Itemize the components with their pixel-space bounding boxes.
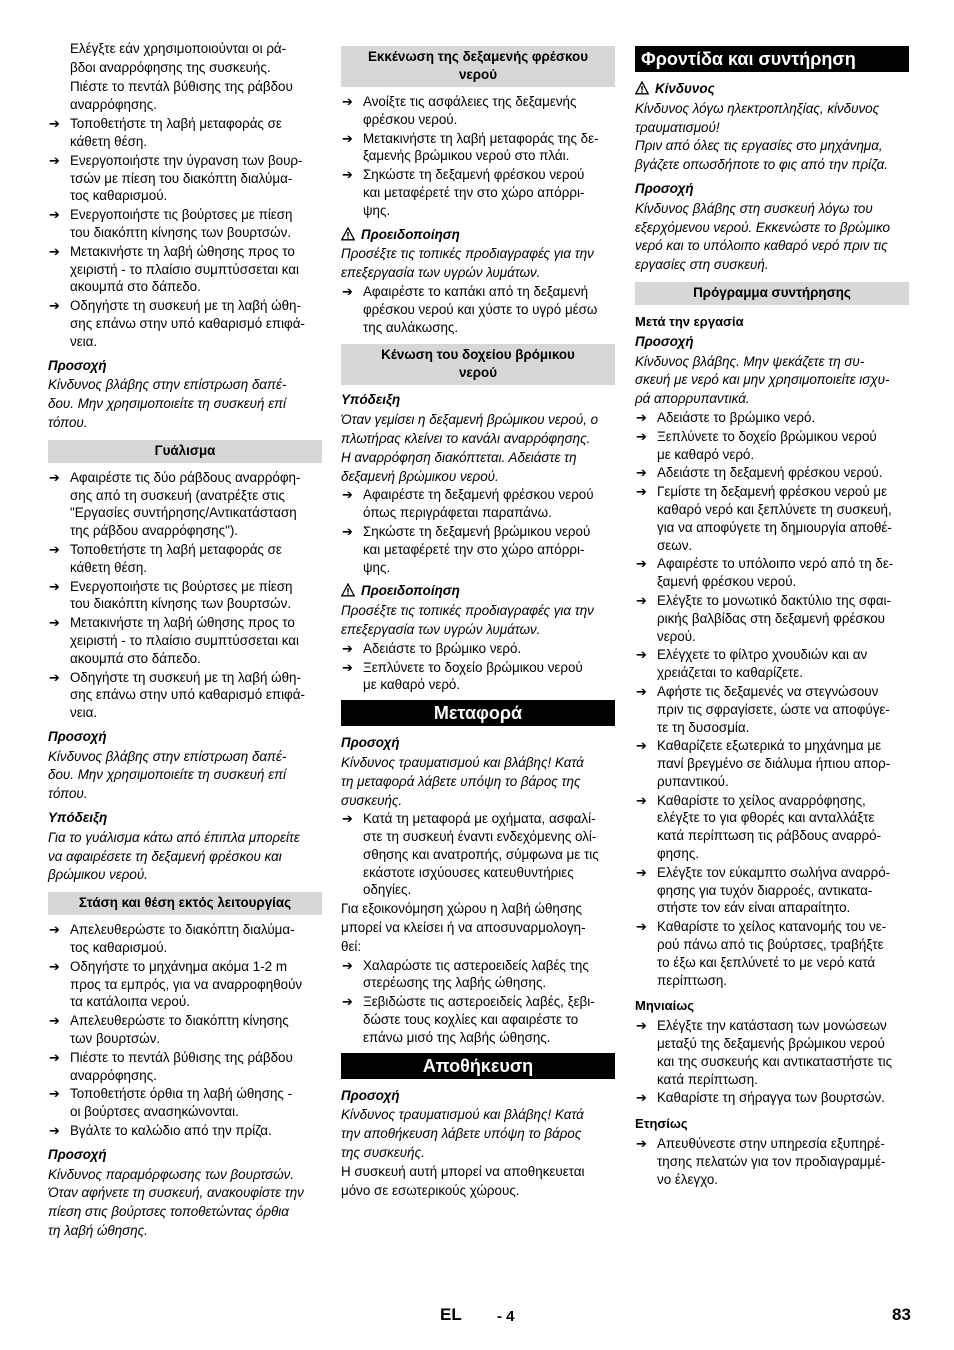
caution-text: [341, 1106, 615, 1161]
arrow-bullet-icon: ➔: [49, 669, 60, 685]
step-text-line: χειριστή - το πλαίσιο συμπτύσσεται και: [70, 261, 300, 277]
text-line: μόνο σε εσωτερικούς χώρους.: [341, 1182, 520, 1198]
step-text-line: κάθετη θέση.: [70, 133, 147, 149]
step-text-line: τος καθαρισμού.: [70, 188, 168, 204]
step-text-line: τσών με πίεση του διακόπτη διαλύμα-: [70, 170, 293, 186]
arrow-bullet-icon: ➔: [342, 994, 353, 1010]
warning-triangle-icon: [341, 227, 355, 241]
step-text-line: Ελέγξτε την κατάσταση των μονώσεων: [657, 1018, 887, 1034]
step-item: [341, 93, 615, 129]
step-text-line: σης επάνω στην υπό καθαρισμό επιφά-: [70, 687, 305, 703]
step-text-line: Καθαρίστε τη σήραγγα των βουρτσών.: [657, 1090, 886, 1106]
warning-text: [341, 602, 615, 639]
text-line: Κίνδυνος βλάβης. Μην ψεκάζετε τη συ-: [635, 353, 865, 369]
caution-text: [341, 754, 615, 809]
step-text-line: όπως περιγράφεται παραπάνω.: [363, 505, 552, 521]
step-item: [635, 428, 909, 464]
subheading-after-work: Μετά την εργασία: [635, 313, 744, 329]
step-item: [635, 464, 909, 482]
step-text-line: χειριστή - το πλαίσιο συμπτύσσεται και: [70, 632, 300, 648]
text-line: Προσέξτε τις τοπικές προδιαγραφές για την: [341, 246, 594, 262]
text-line: Κίνδυνος τραυματισμού και βλάβης! Κατά: [341, 754, 584, 770]
text-line: τη λαβή ώθησης.: [48, 1223, 148, 1239]
text-line: Πριν από όλες τις εργασίες στο μηχάνημα,: [635, 138, 883, 154]
section-heading-polishing: Γυάλισμα: [48, 440, 322, 463]
step-item: [635, 592, 909, 645]
danger-label: Κίνδυνος: [635, 80, 909, 98]
step-item: [48, 921, 322, 957]
step-item: [48, 206, 322, 242]
arrow-bullet-icon: ➔: [49, 207, 60, 223]
step-item: [341, 640, 615, 658]
step-item: [635, 1135, 909, 1188]
warning-label: Προειδοποίηση: [341, 226, 615, 244]
step-text-line: του διακόπτη κίνησης των βουρτσών.: [70, 224, 292, 240]
caution-label: Προσοχή: [48, 728, 107, 744]
danger-text: [635, 100, 909, 174]
arrow-bullet-icon: ➔: [636, 484, 647, 500]
step-item: [48, 297, 322, 350]
step-text-line: ακουμπά στο δάπεδο.: [70, 650, 201, 666]
step-text-line: Ενεργοποιήστε τις βούρτσες με πίεση: [70, 578, 293, 594]
arrow-bullet-icon: ➔: [49, 1086, 60, 1102]
step-item: [341, 523, 615, 576]
arrow-bullet-icon: ➔: [636, 409, 647, 425]
step-item: [48, 1049, 322, 1085]
step-text-line: Καθαρίστε το χείλος αναρρόφησης,: [657, 792, 866, 808]
step-text-line: της αυλάκωσης.: [363, 319, 459, 335]
step-text-line: χρειάζεται το καθαρίζετε.: [657, 665, 803, 681]
arrow-bullet-icon: ➔: [636, 556, 647, 572]
column-3: [635, 40, 909, 1189]
step-text-line: ρυπαντικού.: [657, 773, 729, 789]
step-list: [341, 486, 615, 576]
text-line: δου. Μην χρησιμοποιείτε τη συσκευή επί: [48, 767, 287, 783]
text-line: μπορεί να κλείσει ή να αποσυναρμολογη-: [341, 920, 586, 936]
step-item: [635, 409, 909, 427]
text-line: θεί:: [341, 938, 362, 954]
arrow-bullet-icon: ➔: [49, 116, 60, 132]
step-item: [48, 1085, 322, 1121]
step-text-line: φησης.: [657, 846, 700, 862]
text-line: πλωτήρας κλείνει το κανάλι αναρρόφησης.: [341, 430, 591, 446]
arrow-bullet-icon: ➔: [636, 465, 647, 481]
step-item: [341, 810, 615, 899]
warning-text: [341, 245, 615, 282]
step-text-line: τος καθαρισμού.: [70, 940, 168, 956]
step-list: [341, 93, 615, 220]
text-line: εξερχόμενου νερού. Εκκενώστε το βρώμικο: [635, 219, 890, 235]
section-heading-stop: Στάση και θέση εκτός λειτουργίας: [48, 892, 322, 915]
step-text-line: Αφαιρέστε το υπόλοιπο νερό από τη δε-: [657, 556, 894, 572]
step-text-line: Πιέστε το πεντάλ βύθισης της ράβδου: [70, 1049, 293, 1065]
arrow-bullet-icon: ➔: [49, 958, 60, 974]
column-1: [48, 40, 322, 1241]
step-text-line: κατά περίπτωση τις ράβδους αναρρό-: [657, 828, 882, 844]
step-item: [635, 483, 909, 554]
step-text-line: Σηκώστε τη δεξαμενή φρέσκου νερού: [363, 167, 585, 183]
step-text-line: φρέσκου νερού και χύστε το υγρό μέσω: [363, 301, 598, 317]
step-text-line: Ελέγχετε το φίλτρο χνουδιών και αν: [657, 647, 868, 663]
caution-label: Προσοχή: [341, 735, 400, 751]
step-text-line: με καθαρό νερό.: [363, 677, 461, 693]
step-text-line: σεων.: [657, 537, 693, 553]
arrow-bullet-icon: ➔: [342, 640, 353, 656]
step-text-line: στε τη συσκευή έναντι ενδεχόμενης ολί-: [363, 829, 597, 845]
step-item: [48, 1122, 322, 1140]
step-item: [341, 486, 615, 522]
note-text: [341, 411, 615, 485]
arrow-bullet-icon: ➔: [49, 615, 60, 631]
text-line: εργασίες στη συσκευή.: [635, 257, 769, 273]
arrow-bullet-icon: ➔: [636, 919, 647, 935]
section-heading-dirty-water: Κένωση του δοχείου βρόμικου νερού: [341, 344, 615, 385]
step-text-line: Αδειάστε το βρώμικο νερό.: [363, 640, 522, 656]
body-text: [341, 1163, 615, 1200]
step-text-line: και της συσκευής και αντικαταστήστε τις: [657, 1053, 893, 1069]
step-text-line: και μεταφέρετέ την στο χώρο απόρρι-: [363, 184, 585, 200]
arrow-bullet-icon: ➔: [49, 152, 60, 168]
step-text-line: σθησης και ανατροπής, σύμφωνα με τις: [363, 846, 599, 862]
step-item: [48, 614, 322, 667]
step-item: [341, 283, 615, 336]
arrow-bullet-icon: ➔: [636, 738, 647, 754]
step-item: [341, 957, 615, 993]
step-text-line: κατά περίπτωση.: [657, 1071, 758, 1087]
caution-label: Προσοχή: [341, 1087, 400, 1103]
step-item: [48, 669, 322, 722]
step-text-line: τε τη δυσοσμία.: [657, 719, 750, 735]
caution-text: [48, 1166, 322, 1240]
text-line: Προσέξτε τις τοπικές προδιαγραφές για την: [341, 603, 594, 619]
note-text: [48, 829, 322, 884]
step-text-line: ρικής βαλβίδας στη δεξαμενή φρέσκου: [657, 610, 886, 626]
step-text-line: καθαρό νερό και ξεπλύνετε τη συσκευή,: [657, 501, 892, 517]
text-line: ρά απορρυπαντικά.: [635, 391, 750, 407]
arrow-bullet-icon: ➔: [636, 647, 647, 663]
step-text-line: του διακόπτη κίνησης των βουρτσών.: [70, 596, 292, 612]
section-heading-maintenance-plan: Πρόγραμμα συντήρησης: [635, 282, 909, 305]
text-line: Κίνδυνος παραμόρφωσης των βουρτσών.: [48, 1166, 295, 1182]
step-text-line: της ράβδου αναρρόφησης").: [70, 523, 239, 539]
arrow-bullet-icon: ➔: [342, 957, 353, 973]
step-text-line: Τοποθετήστε όρθια τη λαβή ώθησης -: [70, 1086, 293, 1102]
step-text-line: τησης πελατών για τον προδιαγραμμέ-: [657, 1153, 886, 1169]
step-text-line: Καθαρίστε το χείλος κατανομής του νε-: [657, 919, 887, 935]
step-text-line: των βουρτσών.: [70, 1031, 161, 1047]
step-text-line: "Εργασίες συντήρησης/Αντικατάσταση: [70, 505, 297, 521]
arrow-bullet-icon: ➔: [342, 811, 353, 827]
arrow-bullet-icon: ➔: [49, 922, 60, 938]
arrow-bullet-icon: ➔: [342, 487, 353, 503]
step-list: [635, 409, 909, 990]
step-item: [48, 469, 322, 540]
footer-language: EL: [440, 1305, 462, 1324]
step-text-line: Ξεπλύνετε το δοχείο βρώμικου νερού: [657, 428, 877, 444]
step-text-line: Τοποθετήστε τη λαβή μεταφοράς σε: [70, 116, 282, 132]
step-item: [341, 130, 615, 166]
text-line: επεξεργασία των υγρών λυμάτων.: [341, 265, 541, 281]
step-text-line: Απελευθερώστε το διακόπτη διαλύμα-: [70, 922, 295, 938]
step-item: [341, 993, 615, 1046]
text-line: πίεση στις βούρτσες τοποθετώντας όρθια: [48, 1204, 289, 1220]
arrow-bullet-icon: ➔: [342, 94, 353, 109]
step-text-line: επάνω μισό της λαβής ώθησης.: [363, 1029, 551, 1045]
step-text-line: Χαλαρώστε τις αστεροειδείς λαβές της: [363, 957, 589, 973]
step-text-line: ψης.: [363, 559, 391, 575]
step-text-line: Ξεβιδώστε τις αστεροειδείς λαβές, ξεβι-: [363, 994, 595, 1010]
step-text-line: ξαμενής βρώμικου νερού στο πλάι.: [363, 148, 570, 164]
warning-label: Προειδοποίηση: [341, 582, 615, 600]
arrow-bullet-icon: ➔: [49, 541, 60, 557]
section-heading-transport: Μεταφορά: [341, 700, 615, 726]
step-text-line: στήστε τον εάν είναι απαραίτητο.: [657, 900, 851, 916]
step-text-line: Οδηγήστε τη συσκευή με τη λαβή ώθη-: [70, 298, 301, 314]
arrow-bullet-icon: ➔: [342, 283, 353, 299]
step-text-line: ρού πάνω από τις βούρτσες, τραβήξτε: [657, 937, 884, 953]
text-line: τραυματισμού!: [635, 119, 720, 135]
subheading-monthly: Μηνιαίως: [635, 998, 694, 1014]
step-text-line: Ελέγξτε τον εύκαμπτο σωλήνα αναρρό-: [657, 864, 891, 880]
step-item: [48, 578, 322, 614]
step-text-line: για να αποφύγετε τη δημιουργία αποθέ-: [657, 519, 892, 535]
arrow-bullet-icon: ➔: [49, 1049, 60, 1065]
step-list: [341, 810, 615, 899]
step-text-line: μεταξύ της δεξαμενής βρώμικου νερού: [657, 1036, 885, 1052]
warning-triangle-icon: [635, 81, 649, 95]
step-text-line: Σηκώστε τη δεξαμενή βρώμικου νερού: [363, 523, 591, 539]
column-2: [341, 40, 615, 1200]
step-item: [341, 166, 615, 219]
step-text-line: προς τα εμπρός, για να αναρροφηθούν: [70, 976, 303, 992]
arrow-bullet-icon: ➔: [636, 792, 647, 808]
arrow-bullet-icon: ➔: [636, 592, 647, 608]
step-item: [48, 541, 322, 577]
step-text-line: νεια.: [70, 333, 98, 349]
step-item: [635, 555, 909, 591]
text-line: δεξαμενή βρώμικου νερού.: [341, 468, 499, 484]
section-heading-care: Φροντίδα και συντήρηση: [635, 46, 909, 72]
step-text-line: αναρρόφησης.: [70, 1067, 157, 1083]
step-text-line: Μετακινήστε τη λαβή μεταφοράς της δε-: [363, 130, 599, 146]
arrow-bullet-icon: ➔: [636, 683, 647, 699]
footer-page-number: 83: [892, 1305, 911, 1324]
step-text-line: Γεμίστε τη δεξαμενή φρέσκου νερού με: [657, 484, 888, 500]
caution-label: Προσοχή: [635, 180, 694, 196]
step-text-line: Ανοίξτε τις ασφάλειες της δεξαμενής: [363, 94, 577, 109]
text-line: τόπου.: [48, 414, 88, 430]
step-text-line: σης από τη συσκευή (ανατρέξτε στις: [70, 487, 285, 503]
text-line: νερό και το υπόλοιπο καθαρό νερό πριν τις: [635, 238, 888, 254]
step-text-line: ελέγξτε το για φθορές και ανταλλάξτε: [657, 810, 875, 826]
step-text-line: το έξω και ξεπλύνετέ το με νερό κατά: [657, 954, 876, 970]
arrow-bullet-icon: ➔: [49, 1123, 60, 1139]
step-item: [635, 683, 909, 736]
text-line: Κίνδυνος λόγω ηλεκτροπληξίας, κίνδυνος: [635, 100, 880, 116]
step-item: [635, 1017, 909, 1088]
step-text-line: Βγάλτε το καλώδιο από την πρίζα.: [70, 1123, 272, 1139]
step-list: [48, 469, 322, 722]
section-heading-fresh-water: Εκκένωση της δεξαμενής φρέσκου νερού: [341, 46, 615, 87]
text-line: βγάζετε οπωσδήποτε το φις από την πρίζα.: [635, 157, 889, 173]
arrow-bullet-icon: ➔: [342, 659, 353, 675]
step-text-line: φρέσκου νερού.: [363, 111, 458, 127]
subheading-yearly: Ετησίως: [635, 1116, 688, 1132]
text-line: Για εξοικονόμηση χώρου η λαβή ώθησης: [341, 901, 582, 917]
step-item: [48, 152, 322, 205]
text-line: σκευή με νερό και μην χρησιμοποιείτε ισχυ-: [635, 372, 890, 388]
step-list: [341, 957, 615, 1047]
caution-text: [635, 353, 909, 408]
text-line: συσκευής.: [341, 792, 403, 808]
step-text-line: Ξεπλύνετε το δοχείο βρώμικου νερού: [363, 659, 583, 675]
step-text-line: Καθαρίζετε εξωτερικά το μηχάνημα με: [657, 738, 882, 754]
text-line: Κίνδυνος βλάβης στη συσκευή λόγω του: [635, 200, 873, 216]
step-text-line: Απευθύνεστε στην υπηρεσία εξυπηρέ-: [657, 1136, 885, 1152]
arrow-bullet-icon: ➔: [636, 1136, 647, 1152]
arrow-bullet-icon: ➔: [49, 469, 60, 485]
step-text-line: Αδειάστε το βρώμικο νερό.: [657, 409, 816, 425]
text-line: Κίνδυνος βλάβης στην επίστρωση δαπέ-: [48, 377, 287, 393]
warning-triangle-icon: [341, 583, 355, 597]
text-line: δου. Μην χρησιμοποιείτε τη συσκευή επί: [48, 396, 287, 412]
step-text-line: δώστε τους κοχλίες και αφαιρέστε το: [363, 1012, 579, 1028]
text-line: να αφαιρέσετε τη δεξαμενή φρέσκου και: [48, 848, 282, 864]
step-text-line: Αδειάστε τη δεξαμενή φρέσκου νερού.: [657, 465, 883, 481]
step-text-line: οδηγίες.: [363, 882, 412, 898]
arrow-bullet-icon: ➔: [636, 1018, 647, 1034]
step-item: [635, 737, 909, 790]
step-text-line: τα κατάλοιπα νερού.: [70, 994, 190, 1010]
text-line: την αποθήκευση λάβετε υπόψη το βάρος: [341, 1126, 582, 1142]
step-text-line: περίπτωση.: [657, 972, 728, 988]
caution-label: Προσοχή: [48, 1146, 107, 1162]
step-text-line: Ενεργοποιήστε την ύγρανση των βουρ-: [70, 152, 303, 168]
text-line: Η συσκευή αυτή μπορεί να αποθηκευεται: [341, 1163, 585, 1179]
step-text-line: Αφαιρέστε τη δεξαμενή φρέσκου νερού: [363, 487, 594, 503]
footer-section: - 4: [497, 1308, 515, 1325]
arrow-bullet-icon: ➔: [636, 864, 647, 880]
arrow-bullet-icon: ➔: [342, 130, 353, 146]
text-line: Όταν αφήνετε τη συσκευή, ανακουφίστε την: [48, 1185, 304, 1201]
step-list: [635, 1017, 909, 1107]
caution-text: [635, 200, 909, 274]
text-line: Κίνδυνος τραυματισμού και βλάβης! Κατά: [341, 1107, 584, 1123]
step-text-line: σης επάνω στην υπό καθαρισμό επιφά-: [70, 315, 305, 331]
step-list: [48, 115, 322, 350]
text-line: Για το γυάλισμα κάτω από έπιπλα μπορείτε: [48, 829, 300, 845]
step-text-line: και μεταφέρετέ την στο χώρο απόρρι-: [363, 541, 585, 557]
step-item: [635, 646, 909, 682]
text-line: τόπου.: [48, 786, 88, 802]
step-text-line: Ενεργοποιήστε τις βούρτσες με πίεση: [70, 207, 293, 223]
text-line: Όταν γεμίσει η δεξαμενή βρώμικου νερού, ο: [341, 412, 599, 428]
step-text-line: Αφαιρέστε το καπάκι από τη δεξαμενή: [363, 283, 589, 299]
text-line: Κίνδυνος βλάβης στην επίστρωση δαπέ-: [48, 748, 287, 764]
step-text-line: κάθετη θέση.: [70, 559, 147, 575]
step-text-line: στερέωσης της λαβής ώθησης.: [363, 975, 547, 991]
arrow-bullet-icon: ➔: [49, 1013, 60, 1029]
body-text: [341, 900, 615, 955]
step-text-line: Ελέγξτε το μονωτικό δακτύλιο της σφαι-: [657, 592, 891, 608]
step-item: [635, 864, 909, 917]
step-text-line: πανί βρεγμένο σε διάλυμα ήπιου απορ-: [657, 756, 891, 772]
step-list: [341, 283, 615, 336]
step-text-line: νεια.: [70, 705, 98, 721]
step-item: [635, 918, 909, 989]
step-text-line: εκάστοτε ισχύουσες κατευθυντήριες: [363, 864, 574, 880]
caution-text: [48, 376, 322, 431]
step-text-line: ψης.: [363, 202, 391, 218]
step-text-line: Κατά τη μεταφορά με οχήματα, ασφαλί-: [363, 811, 596, 827]
step-item: [341, 659, 615, 695]
caution-text: [48, 748, 322, 803]
step-list: [48, 921, 322, 1140]
step-list: [635, 1135, 909, 1188]
text-line: επεξεργασία των υγρών λυμάτων.: [341, 621, 541, 637]
step-text-line: Οδηγήστε τη συσκευή με τη λαβή ώθη-: [70, 669, 301, 685]
caution-label: Προσοχή: [48, 357, 107, 373]
step-text-line: Τοποθετήστε τη λαβή μεταφοράς σε: [70, 541, 282, 557]
caution-label: Προσοχή: [635, 333, 694, 349]
step-text-line: ακουμπά στο δάπεδο.: [70, 279, 201, 295]
arrow-bullet-icon: ➔: [636, 428, 647, 444]
step-list: [341, 640, 615, 694]
note-label: Υπόδειξη: [341, 392, 401, 408]
step-text-line: Απελευθερώστε το διακόπτη κίνησης: [70, 1013, 289, 1029]
text-line: τη μεταφορά λάβετε υπόψη το βάρος της: [341, 773, 581, 789]
step-text-line: Αφαιρέστε τις δύο ράβδους αναρρόφη-: [70, 469, 301, 485]
step-text-line: με καθαρό νερό.: [657, 446, 755, 462]
arrow-bullet-icon: ➔: [49, 298, 60, 314]
arrow-bullet-icon: ➔: [49, 243, 60, 259]
step-item: [635, 792, 909, 863]
step-text-line: ξαμενή φρέσκου νερού.: [657, 574, 797, 590]
step-text-line: Μετακινήστε τη λαβή ώθησης προς το: [70, 615, 295, 631]
step-text-line: νο έλεγχο.: [657, 1171, 719, 1187]
step-text-line: Μετακινήστε τη λαβή ώθησης προς το: [70, 243, 295, 259]
step-text-line: Οδηγήστε το μηχάνημα ακόμα 1-2 m: [70, 958, 287, 974]
text-line: της συσκευής.: [341, 1145, 425, 1161]
note-label: Υπόδειξη: [48, 810, 108, 826]
step-item: [635, 1089, 909, 1107]
step-item: [48, 958, 322, 1011]
step-text-line: πριν τις σφραγίσετε, ώστε να αποφύγε-: [657, 701, 890, 717]
step-item: [48, 115, 322, 151]
step-item: [48, 243, 322, 296]
intro-text: Ελέγξτε εάν χρησιμοποιούνται οι ρά- βδοι αναρρόφησης της συσκευής. Πιέστε το πεντάλ βύθισης της ράβδου αναρρόφησης.: [70, 41, 293, 113]
arrow-bullet-icon: ➔: [636, 1090, 647, 1106]
step-text-line: Αφήστε τις δεξαμενές να στεγνώσουν: [657, 683, 879, 699]
arrow-bullet-icon: ➔: [342, 523, 353, 539]
text-line: Η αναρρόφηση διακόπτεται. Αδειάστε τη: [341, 449, 577, 465]
text-line: βρώμικου νερού.: [48, 867, 148, 883]
arrow-bullet-icon: ➔: [49, 578, 60, 594]
step-text-line: φησης για τυχόν διαρροές, αντικατα-: [657, 882, 873, 898]
section-heading-storage: Αποθήκευση: [341, 1053, 615, 1079]
step-text-line: νερού.: [657, 628, 696, 644]
arrow-bullet-icon: ➔: [342, 167, 353, 183]
step-item: [48, 1012, 322, 1048]
step-text-line: οι βούρτσες ανασηκώνονται.: [70, 1104, 239, 1120]
